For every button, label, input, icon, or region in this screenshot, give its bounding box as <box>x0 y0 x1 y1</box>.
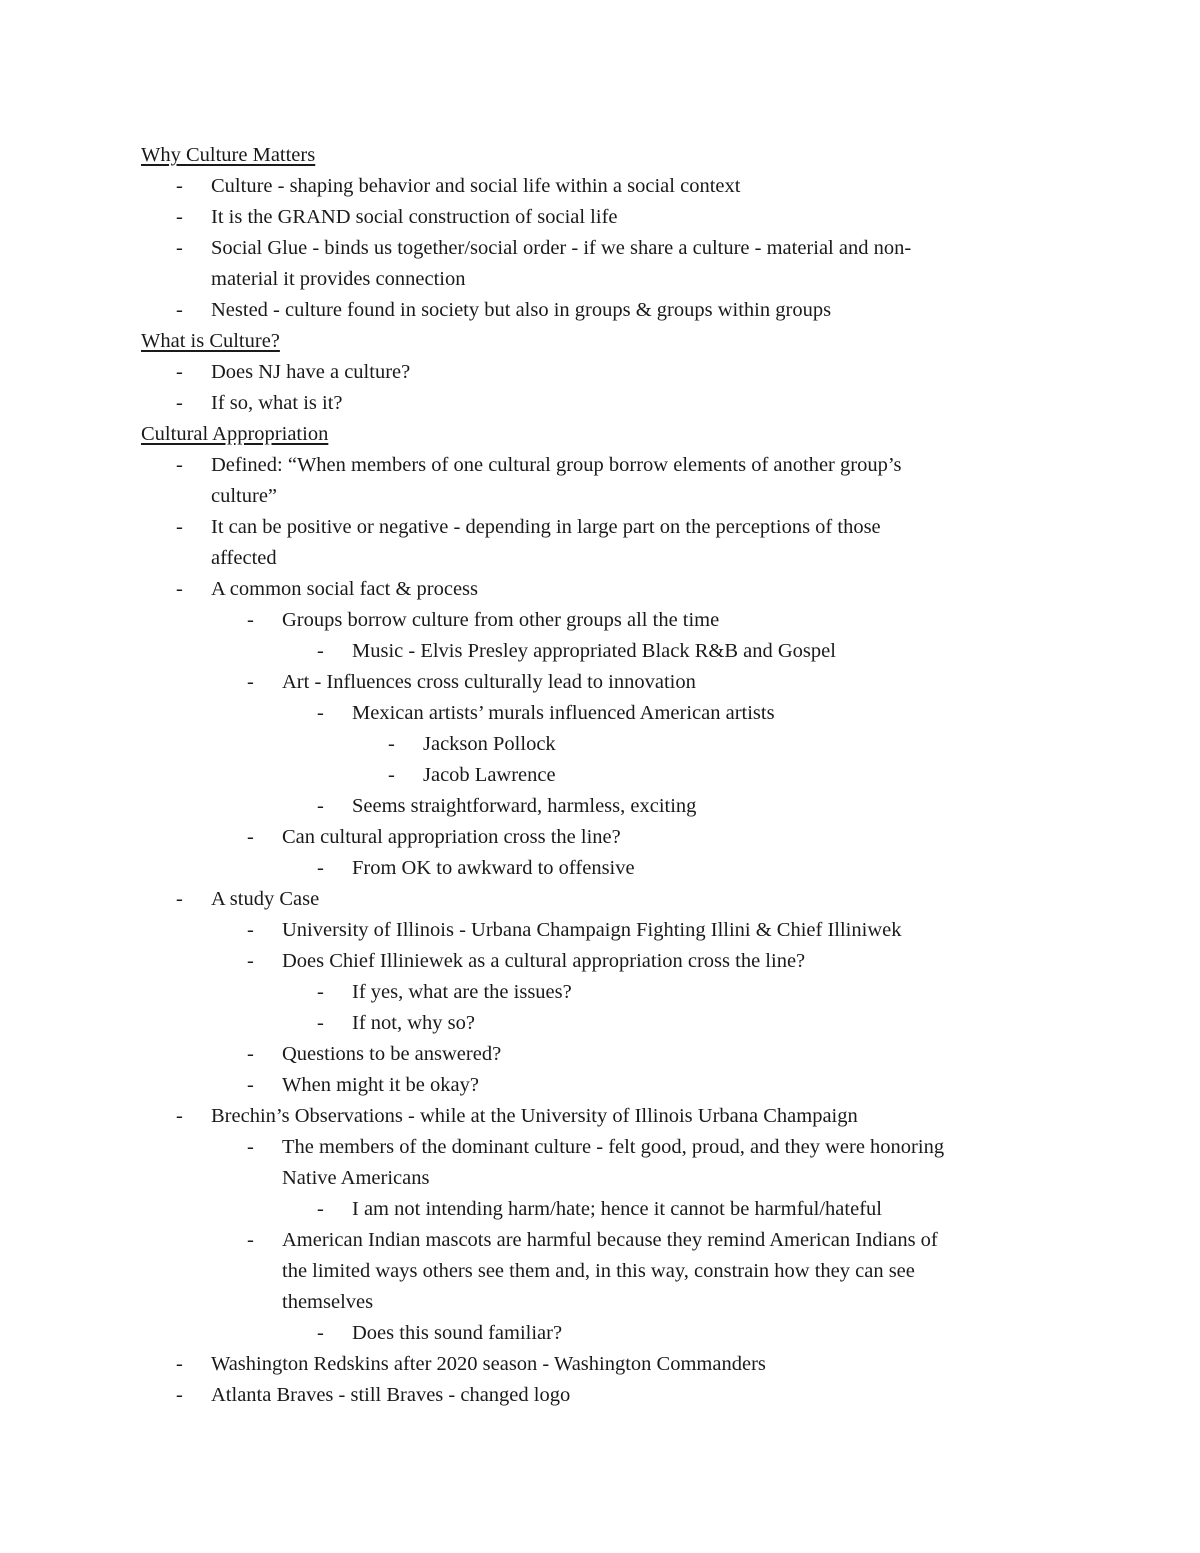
bullet-text: Brechin’s Observations - while at the University of Illinois Urbana Champaign <box>211 1105 858 1127</box>
bullet-text: Jacob Lawrence <box>423 764 556 786</box>
bullet-text: American Indian mascots are harmful because they remind American Indians of <box>282 1229 938 1251</box>
bullet-text: Does NJ have a culture? <box>211 361 411 383</box>
bullet-text: Music - Elvis Presley appropriated Black R&B and Gospel <box>352 640 836 662</box>
bullet-dash: - <box>176 237 183 259</box>
bullet-dash: - <box>317 1012 324 1034</box>
bullet-dash: - <box>176 175 183 197</box>
bullet-dash: - <box>247 919 254 941</box>
bullet-dash: - <box>247 609 254 631</box>
bullet-text: Atlanta Braves - still Braves - changed logo <box>211 1384 571 1406</box>
bullet-text: From OK to awkward to offensive <box>352 857 635 879</box>
bullet-dash: - <box>176 516 183 538</box>
bullet-text: Native Americans <box>282 1167 430 1189</box>
bullet-dash: - <box>247 826 254 848</box>
bullet-item <box>141 605 1061 636</box>
bullet-item <box>141 729 1061 760</box>
bullet-item <box>141 1349 1061 1380</box>
bullet-item <box>141 636 1061 667</box>
bullet-item <box>141 1070 1061 1101</box>
bullet-text: It can be positive or negative - depending in large part on the perceptions of those <box>211 516 881 538</box>
bullet-item <box>141 1132 1061 1163</box>
bullet-item <box>141 1380 1061 1411</box>
bullet-text: If not, why so? <box>352 1012 475 1034</box>
bullet-dash: - <box>247 1136 254 1158</box>
bullet-dash: - <box>176 578 183 600</box>
bullet-dash: - <box>176 454 183 476</box>
bullet-item <box>141 1101 1061 1132</box>
bullet-text: themselves <box>282 1291 374 1313</box>
bullet-text: Mexican artists’ murals influenced American artists <box>352 702 775 724</box>
bullet-text: Can cultural appropriation cross the line? <box>282 826 621 848</box>
section-heading: Why Culture Matters <box>141 144 316 166</box>
bullet-text: If so, what is it? <box>211 392 343 414</box>
bullet-dash: - <box>247 1074 254 1096</box>
bullet-continuation <box>141 1163 1061 1194</box>
section-heading: Cultural Appropriation <box>141 423 329 445</box>
bullet-dash: - <box>176 1384 183 1406</box>
bullet-text: Washington Redskins after 2020 season - Washington Commanders <box>211 1353 766 1375</box>
bullet-dash: - <box>317 857 324 879</box>
bullet-dash: - <box>176 206 183 228</box>
bullet-text: Questions to be answered? <box>282 1043 502 1065</box>
bullet-text: University of Illinois - Urbana Champaign Fighting Illini & Chief Illiniwek <box>282 919 902 941</box>
bullet-text: A study Case <box>211 888 320 910</box>
bullet-text: If yes, what are the issues? <box>352 981 572 1003</box>
bullet-text: affected <box>211 547 277 569</box>
bullet-text: Does this sound familiar? <box>352 1322 563 1344</box>
bullet-continuation <box>141 1256 1061 1287</box>
bullet-item <box>141 1008 1061 1039</box>
bullet-dash: - <box>247 1043 254 1065</box>
bullet-item <box>141 977 1061 1008</box>
bullet-text: Groups borrow culture from other groups all the time <box>282 609 720 631</box>
bullet-item <box>141 791 1061 822</box>
bullet-text: I am not intending harm/hate; hence it cannot be harmful/hateful <box>352 1198 882 1220</box>
bullet-item <box>141 884 1061 915</box>
bullet-item <box>141 233 1061 264</box>
bullet-dash: - <box>247 950 254 972</box>
bullet-dash: - <box>176 1105 183 1127</box>
bullet-text: culture” <box>211 485 278 507</box>
bullet-dash: - <box>176 299 183 321</box>
bullet-continuation <box>141 543 1061 574</box>
bullet-text: It is the GRAND social construction of social life <box>211 206 618 228</box>
bullet-text: Culture - shaping behavior and social life within a social context <box>211 175 741 197</box>
bullet-item <box>141 698 1061 729</box>
bullet-text: material it provides connection <box>211 268 466 290</box>
bullet-item <box>141 450 1061 481</box>
bullet-dash: - <box>317 795 324 817</box>
notes-outline <box>141 140 1061 1411</box>
bullet-dash: - <box>388 764 395 786</box>
bullet-item <box>141 295 1061 326</box>
bullet-text: Nested - culture found in society but also in groups & groups within groups <box>211 299 832 321</box>
bullet-dash: - <box>317 1198 324 1220</box>
bullet-dash: - <box>247 1229 254 1251</box>
bullet-item <box>141 202 1061 233</box>
bullet-dash: - <box>317 640 324 662</box>
bullet-dash: - <box>388 733 395 755</box>
bullet-continuation <box>141 1287 1061 1318</box>
bullet-text: Art - Influences cross culturally lead to innovation <box>282 671 696 693</box>
bullet-continuation <box>141 264 1061 295</box>
bullet-item <box>141 171 1061 202</box>
bullet-dash: - <box>176 1353 183 1375</box>
bullet-item <box>141 667 1061 698</box>
bullet-text: Seems straightforward, harmless, exciting <box>352 795 697 817</box>
bullet-text: the limited ways others see them and, in this way, constrain how they can see <box>282 1260 915 1282</box>
bullet-continuation <box>141 481 1061 512</box>
bullet-text: Defined: “When members of one cultural group borrow elements of another group’s <box>211 454 902 476</box>
bullet-dash: - <box>176 888 183 910</box>
bullet-text: Social Glue - binds us together/social order - if we share a culture - material and non- <box>211 237 912 259</box>
bullet-dash: - <box>317 702 324 724</box>
bullet-item <box>141 1194 1061 1225</box>
bullet-text: Jackson Pollock <box>423 733 556 755</box>
bullet-item <box>141 357 1061 388</box>
bullet-item <box>141 512 1061 543</box>
bullet-item <box>141 1225 1061 1256</box>
bullet-dash: - <box>317 1322 324 1344</box>
bullet-item <box>141 946 1061 977</box>
bullet-dash: - <box>247 671 254 693</box>
bullet-item <box>141 574 1061 605</box>
bullet-item <box>141 915 1061 946</box>
bullet-text: A common social fact & process <box>211 578 479 600</box>
bullet-text: Does Chief Illiniewek as a cultural appropriation cross the line? <box>282 950 806 972</box>
bullet-text: When might it be okay? <box>282 1074 479 1096</box>
bullet-text: The members of the dominant culture - felt good, proud, and they were honoring <box>282 1136 945 1158</box>
bullet-item <box>141 822 1061 853</box>
bullet-item <box>141 853 1061 884</box>
bullet-item <box>141 760 1061 791</box>
bullet-dash: - <box>176 361 183 383</box>
bullet-dash: - <box>317 981 324 1003</box>
section-heading: What is Culture? <box>141 330 280 352</box>
bullet-item <box>141 1318 1061 1349</box>
bullet-item <box>141 1039 1061 1070</box>
bullet-dash: - <box>176 392 183 414</box>
bullet-item <box>141 388 1061 419</box>
